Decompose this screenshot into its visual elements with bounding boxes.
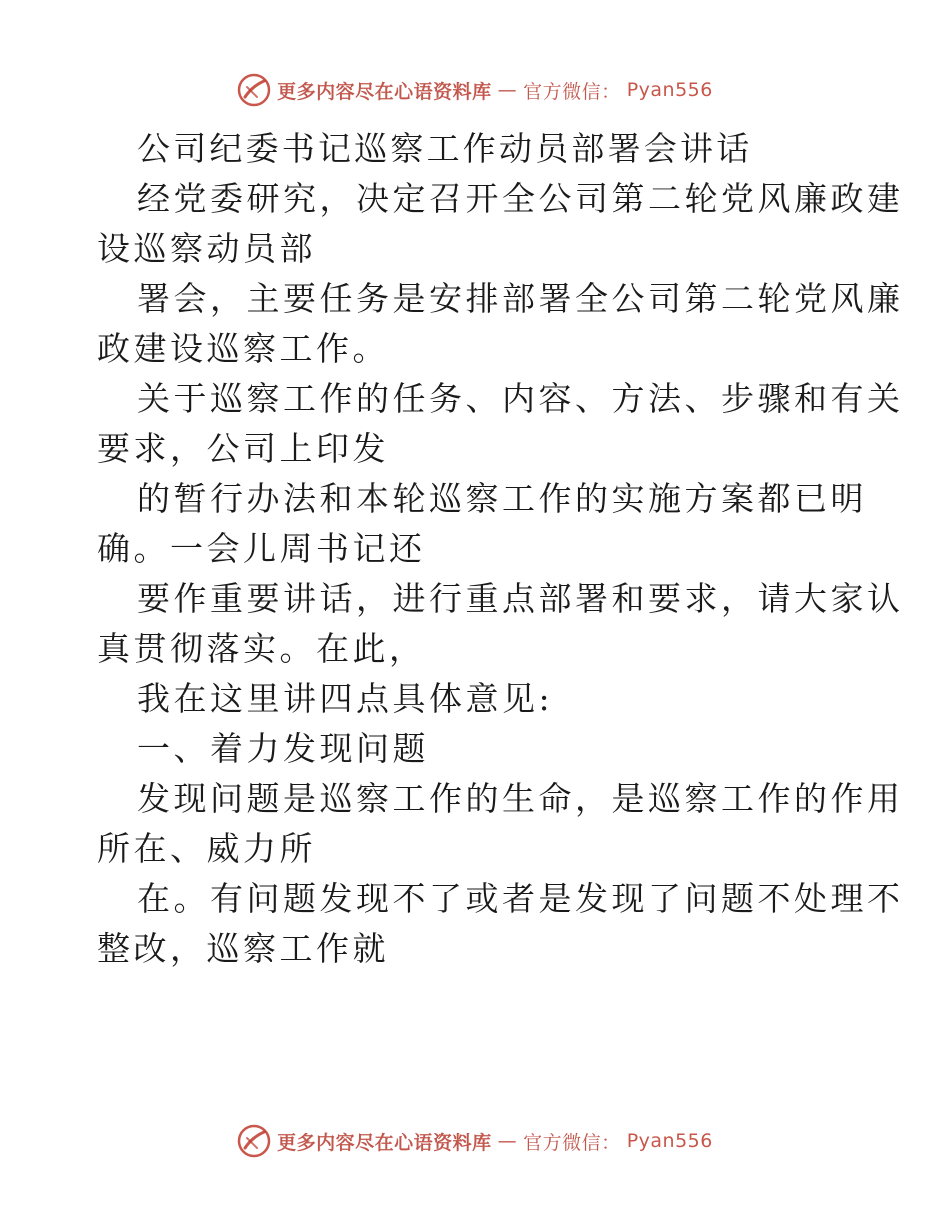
watermark-id: Pyan556 (626, 1130, 713, 1152)
paragraph-line: 设巡察动员部 (97, 229, 316, 268)
paragraph-line: 的暂行办法和本轮巡察工作的实施方案都已明 (137, 479, 867, 518)
watermark-separator: — (497, 79, 518, 101)
watermark-text: 更多内容尽在心语资料库 (277, 1131, 492, 1154)
brush-logo-icon (237, 1124, 271, 1158)
paragraph-line: 所在、威力所 (97, 829, 316, 868)
paragraph-line: 整改，巡察工作就 (97, 929, 389, 968)
footer-watermark (0, 1124, 950, 1158)
paragraph-line: 署会，主要任务是安排部署全公司第二轮党风廉 (137, 279, 904, 318)
watermark-id: Pyan556 (626, 79, 713, 101)
paragraph-line: 我在这里讲四点具体意见: (137, 679, 554, 718)
document-title: 公司纪委书记巡察工作动员部署会讲话 (137, 129, 753, 168)
paragraph-line: 政建设巡察工作。 (97, 329, 389, 368)
paragraph-line: 要求，公司上印发 (97, 429, 389, 468)
watermark-text: 更多内容尽在心语资料库 (277, 80, 492, 103)
watermark-label: 官方微信： (523, 80, 621, 103)
paragraph-line: 确。一会儿周书记还 (97, 529, 426, 568)
paragraph-line: 经党委研究，决定召开全公司第二轮党风廉政建 (137, 179, 904, 218)
paragraph-line: 在。有问题发现不了或者是发现了问题不处理不 (137, 879, 904, 918)
paragraph-line: 发现问题是巡察工作的生命，是巡察工作的作用 (137, 779, 904, 818)
header-watermark (0, 73, 950, 107)
paragraph-line: 要作重要讲话，进行重点部署和要求，请大家认 (137, 579, 904, 618)
section-heading: 一、着力发现问题 (137, 729, 429, 768)
watermark-separator: — (497, 1130, 518, 1152)
paragraph-line: 关于巡察工作的任务、内容、方法、步骤和有关 (137, 379, 904, 418)
brush-logo-icon (237, 73, 271, 107)
document-body (97, 124, 904, 974)
watermark-label: 官方微信： (523, 1131, 621, 1154)
paragraph-line: 真贯彻落实。在此， (97, 629, 426, 668)
